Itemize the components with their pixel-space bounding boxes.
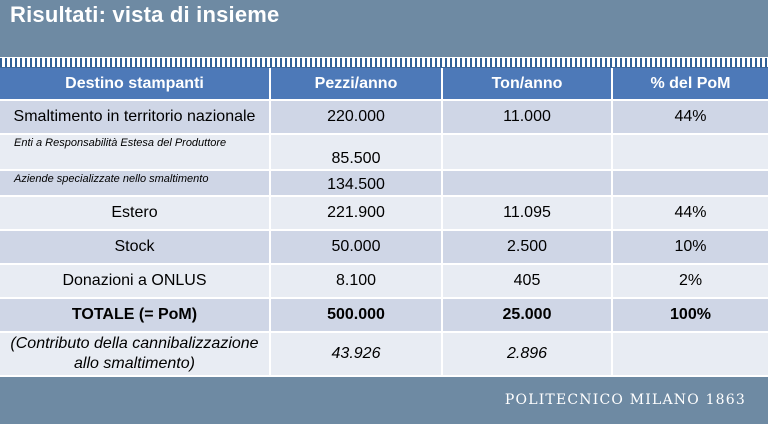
results-table	[0, 68, 768, 377]
cell-ton: 11.095	[442, 196, 612, 230]
cell-pezzi: 134.500	[270, 170, 442, 196]
table-row	[0, 264, 768, 298]
row-label: TOTALE (= PoM)	[0, 298, 270, 332]
table-row	[0, 170, 768, 196]
cell-ton	[442, 170, 612, 196]
cell-ton: 2.896	[442, 332, 612, 376]
row-label-note: (Contributo della cannibalizzazione allo smaltimento)	[0, 332, 270, 376]
cell-pct	[612, 332, 768, 376]
header-pct: % del PoM	[612, 68, 768, 100]
row-label: Stock	[0, 230, 270, 264]
cell-ton: 2.500	[442, 230, 612, 264]
cell-ton	[442, 134, 612, 170]
cell-pct: 10%	[612, 230, 768, 264]
cell-pct: 2%	[612, 264, 768, 298]
table-row	[0, 332, 768, 376]
table-row	[0, 134, 768, 170]
row-label: Estero	[0, 196, 270, 230]
cell-ton: 11.000	[442, 100, 612, 134]
table-row	[0, 100, 768, 134]
cell-pezzi: 50.000	[270, 230, 442, 264]
header-pezzi: Pezzi/anno	[270, 68, 442, 100]
cell-ton: 405	[442, 264, 612, 298]
row-label-sub: Enti a Responsabilità Estesa del Produttore	[0, 134, 270, 170]
cell-pct: 44%	[612, 196, 768, 230]
row-label-sub: Aziende specializzate nello smaltimento	[0, 170, 270, 196]
row-label: Smaltimento in territorio nazionale	[0, 100, 270, 134]
cell-pezzi: 220.000	[270, 100, 442, 134]
cell-pezzi: 8.100	[270, 264, 442, 298]
header-destino: Destino stampanti	[0, 68, 270, 100]
row-label: Donazioni a ONLUS	[0, 264, 270, 298]
cell-pezzi: 43.926	[270, 332, 442, 376]
cell-pct	[612, 134, 768, 170]
cell-pezzi: 500.000	[270, 298, 442, 332]
header-ton: Ton/anno	[442, 68, 612, 100]
table-row	[0, 196, 768, 230]
table-header-row	[0, 68, 768, 100]
cell-pezzi: 85.500	[270, 134, 442, 170]
slide-title: Risultati: vista di insieme	[10, 2, 280, 27]
table-row	[0, 230, 768, 264]
footer-logo-text: POLITECNICO MILANO 1863	[504, 392, 746, 408]
cell-pct	[612, 170, 768, 196]
cell-pezzi: 221.900	[270, 196, 442, 230]
cell-pct: 100%	[612, 298, 768, 332]
ruler-divider	[0, 57, 768, 68]
cell-ton: 25.000	[442, 298, 612, 332]
total-row	[0, 298, 768, 332]
cell-pct: 44%	[612, 100, 768, 134]
